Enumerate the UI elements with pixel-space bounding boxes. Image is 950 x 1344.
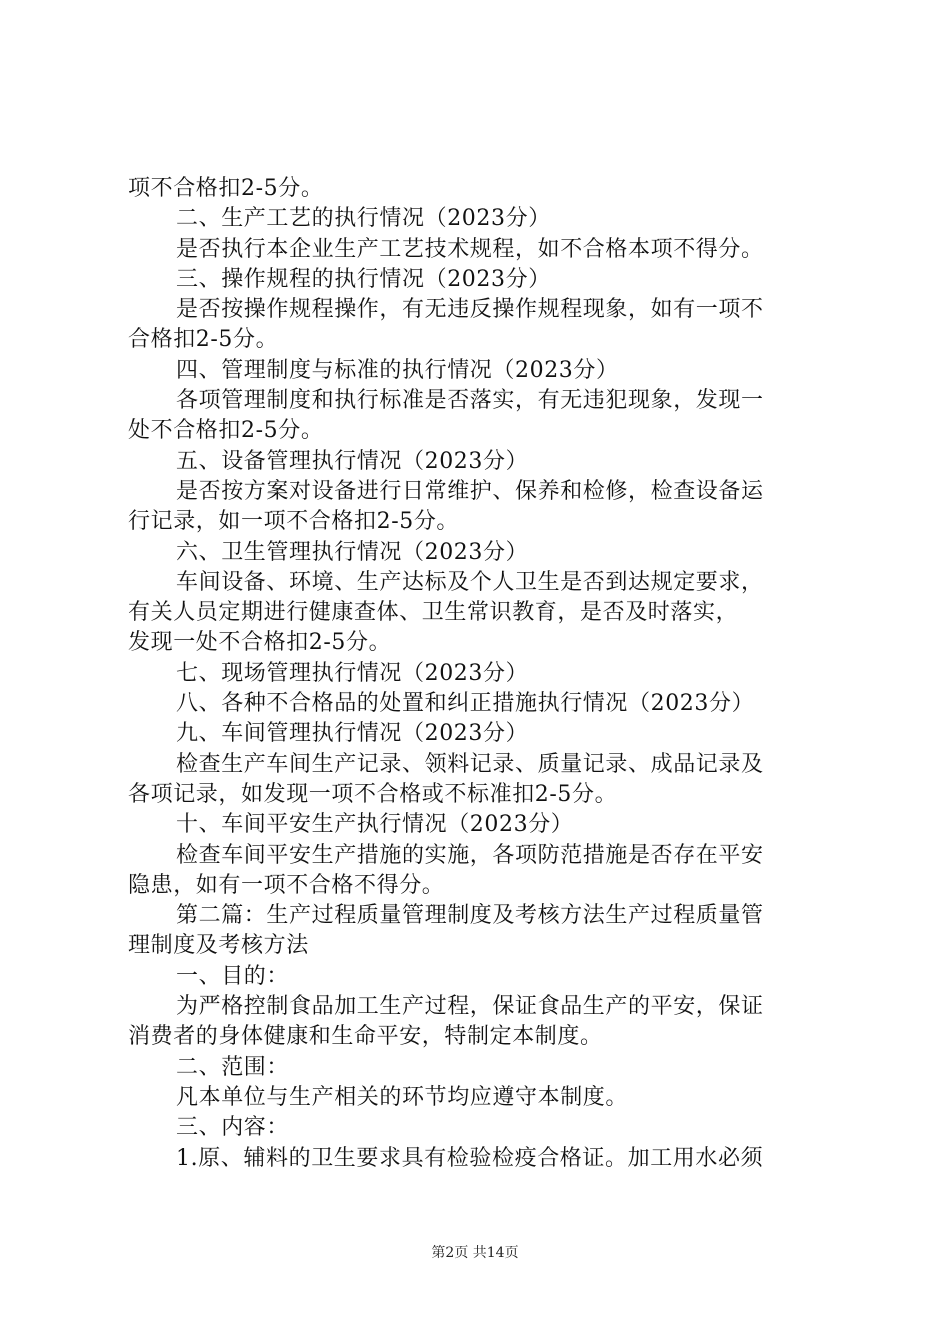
text-line: 1.原、辅料的卫生要求具有检验检疫合格证。加工用水必须 bbox=[176, 1145, 764, 1171]
text-line: 检查车间平安生产措施的实施，各项防范措施是否存在平安 bbox=[176, 842, 764, 868]
text-line: 十、车间平安生产执行情况（2023分） bbox=[176, 812, 574, 838]
text-line: 凡本单位与生产相关的环节均应遵守本制度。 bbox=[176, 1084, 629, 1110]
text-line: 车间设备、环境、生产达标及个人卫生是否到达规定要求， bbox=[176, 569, 764, 595]
text-line: 八、各种不合格品的处置和纠正措施执行情况（2023分） bbox=[176, 691, 755, 717]
text-line: 是否按操作规程操作，有无违反操作规程现象，如有一项不 bbox=[176, 297, 764, 323]
text-line: 有关人员定期进行健康查体、卫生常识教育，是否及时落实， bbox=[128, 600, 739, 626]
text-line: 五、设备管理执行情况（2023分） bbox=[176, 448, 529, 474]
text-line: 合格扣2-5分。 bbox=[128, 327, 279, 353]
text-line: 九、车间管理执行情况（2023分） bbox=[176, 721, 529, 747]
text-line: 二、范围： bbox=[176, 1054, 290, 1080]
text-line: 各项记录，如发现一项不合格或不标准扣2-5分。 bbox=[128, 781, 618, 807]
text-line: 行记录，如一项不合格扣2-5分。 bbox=[128, 509, 460, 535]
text-line: 检查生产车间生产记录、领料记录、质量记录、成品记录及 bbox=[176, 751, 764, 777]
text-line: 四、管理制度与标准的执行情况（2023分） bbox=[176, 357, 619, 383]
text-line: 是否按方案对设备进行日常维护、保养和检修，检查设备运 bbox=[176, 478, 764, 504]
text-line: 发现一处不合格扣2-5分。 bbox=[128, 630, 392, 656]
text-line: 三、操作规程的执行情况（2023分） bbox=[176, 266, 551, 292]
document-body bbox=[128, 174, 840, 1174]
text-line: 各项管理制度和执行标准是否落实，有无违犯现象，发现一 bbox=[176, 388, 764, 414]
text-line: 为严格控制食品加工生产过程，保证食品生产的平安，保证 bbox=[176, 994, 764, 1020]
text-line: 隐患，如有一项不合格不得分。 bbox=[128, 872, 445, 898]
text-line: 第二篇：生产过程质量管理制度及考核方法生产过程质量管 bbox=[176, 903, 764, 929]
text-line: 项不合格扣2-5分。 bbox=[128, 176, 324, 201]
text-line: 六、卫生管理执行情况（2023分） bbox=[176, 539, 529, 565]
text-line: 一、目的： bbox=[176, 963, 290, 989]
text-line: 处不合格扣2-5分。 bbox=[128, 418, 324, 444]
text-line: 理制度及考核方法 bbox=[128, 933, 309, 959]
text-line: 二、生产工艺的执行情况（2023分） bbox=[176, 206, 551, 232]
text-line: 是否执行本企业生产工艺技术规程，如不合格本项不得分。 bbox=[176, 236, 764, 262]
page-number: 第2页 共14页 bbox=[431, 1245, 519, 1261]
text-line: 消费者的身体健康和生命平安，特制定本制度。 bbox=[128, 1024, 603, 1050]
text-line: 七、现场管理执行情况（2023分） bbox=[176, 660, 529, 686]
text-line: 三、内容： bbox=[176, 1115, 290, 1141]
page-footer bbox=[0, 1242, 950, 1262]
